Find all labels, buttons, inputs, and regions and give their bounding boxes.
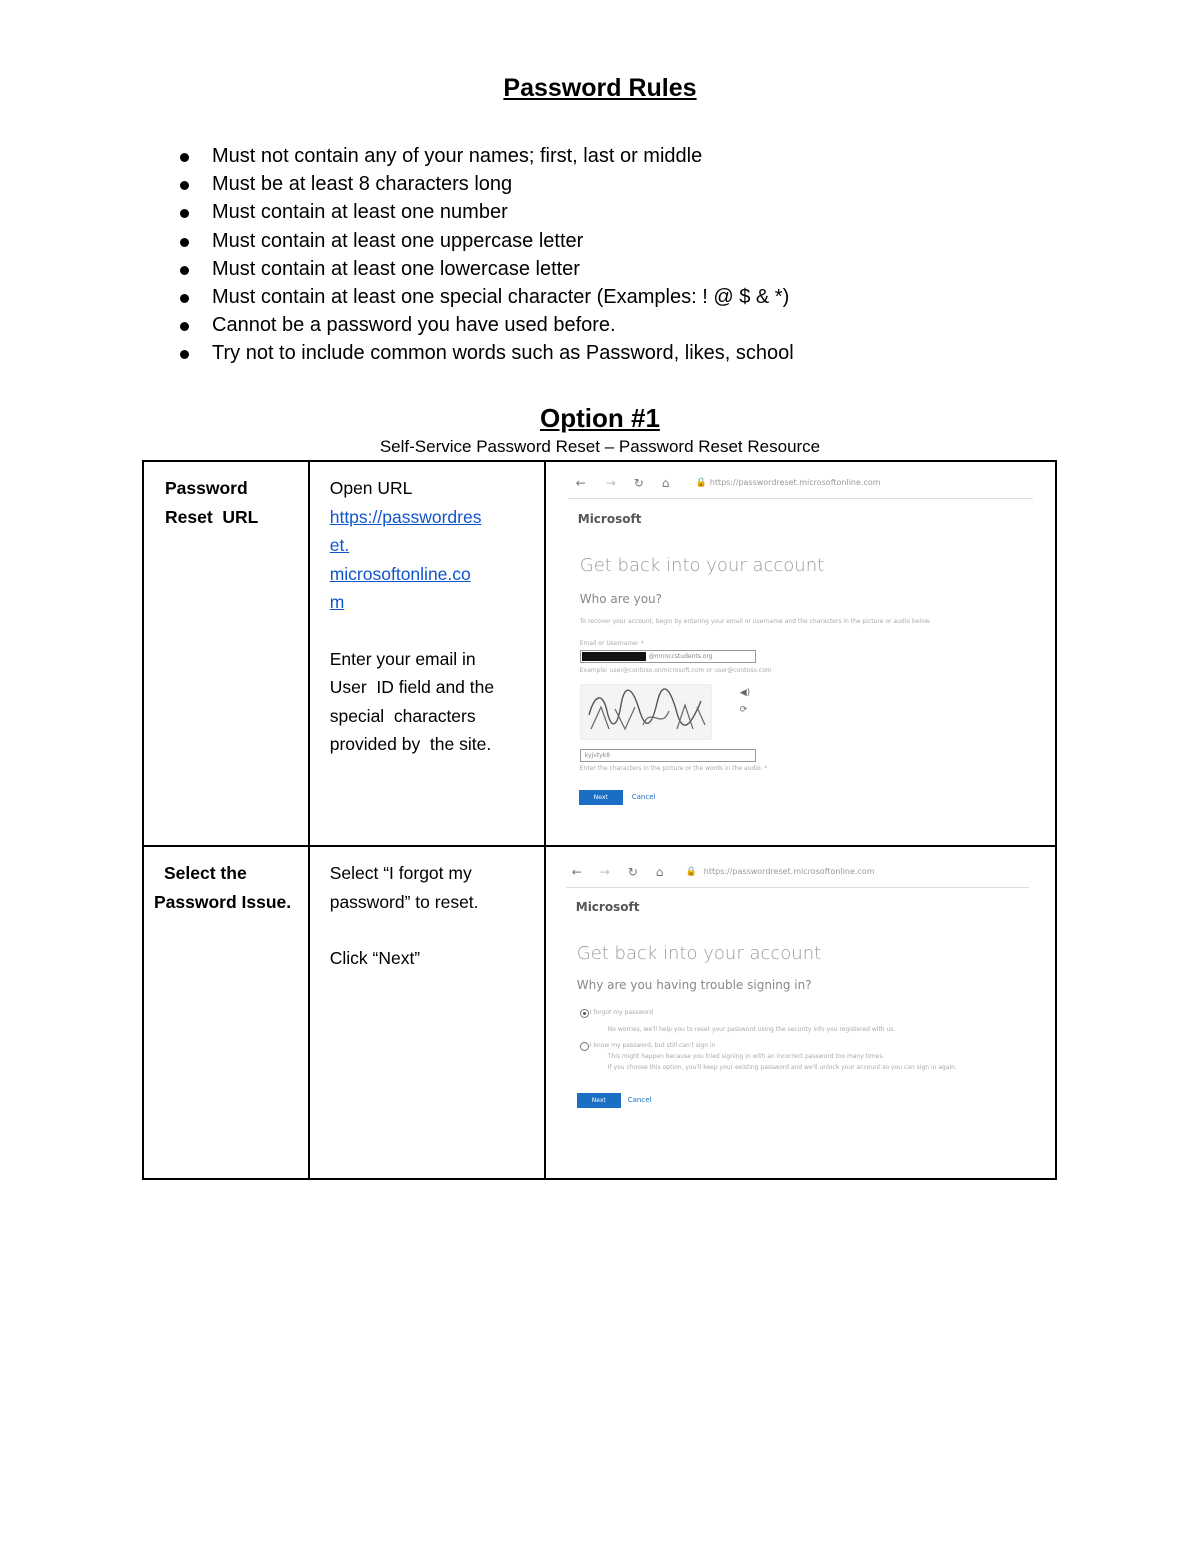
bullet-icon <box>180 322 189 331</box>
page-title: Password Rules <box>503 74 697 102</box>
captcha-image <box>580 684 712 740</box>
step-label: Password Issue. <box>154 891 292 912</box>
rule-item: Try not to include common words such as Password, likes, school <box>178 339 794 367</box>
radio-forgot-password <box>580 1009 589 1018</box>
bullet-icon <box>180 181 189 190</box>
refresh-icon: ↻ <box>627 865 638 879</box>
step-instructions-cell <box>309 461 545 846</box>
option-know-desc: This might happen because you tried signing in with an incorrect password too many times. <box>607 1053 885 1060</box>
bullet-icon <box>180 266 189 275</box>
captcha-scribble-icon <box>581 685 711 739</box>
shot-description: To recover your account, begin by entering your email or username and the characters in the picture or audio below. <box>579 618 932 625</box>
instruction-line: special characters <box>329 705 476 726</box>
screenshot-cell <box>545 846 1056 1179</box>
password-rules-list <box>178 142 794 368</box>
step-label-cell <box>143 461 309 846</box>
microsoft-logo-text: Microsoft <box>575 900 640 914</box>
back-arrow-icon: ← <box>575 476 586 490</box>
shot-heading: Get back into your account <box>579 555 825 576</box>
shot-cancel-link: Cancel <box>627 1096 652 1104</box>
bullet-icon <box>180 209 189 218</box>
rule-item: Must contain at least one lowercase letter <box>178 255 794 283</box>
email-example: Example: user@contoso.onmicrosoft.com or user@contoso.com <box>579 667 772 674</box>
screenshot-recover-account <box>546 462 1055 845</box>
address-bar: https://passwordreset.microsoftonline.com <box>709 478 881 487</box>
captcha-help: Enter the characters in the picture or the words in the audio. * <box>579 765 768 772</box>
table-row <box>143 846 1056 1179</box>
instruction-line: provided by the site. <box>329 734 492 754</box>
rule-item: Must not contain any of your names; first, last or middle <box>178 142 794 170</box>
instruction-line: User ID field and the <box>329 677 495 697</box>
shot-next-button: Next <box>579 790 623 805</box>
option-title: Option #1 <box>540 403 660 433</box>
radio-know-password <box>580 1042 589 1051</box>
option-forgot-password: I forgot my password <box>589 1009 654 1016</box>
back-arrow-icon: ← <box>571 865 582 879</box>
forward-arrow-icon: → <box>599 865 610 879</box>
shot-next-button: Next <box>577 1093 621 1108</box>
rule-item: Must be at least 8 characters long <box>178 170 794 198</box>
browser-toolbar <box>566 861 1029 888</box>
audio-icon: ◀) <box>739 688 751 698</box>
open-url-text: Open URL <box>329 478 413 498</box>
option-forgot-desc: No worries, we'll help you to reset your password using the security info you registered with us. <box>607 1026 896 1033</box>
step-instructions-cell <box>309 846 545 1179</box>
table-row <box>143 461 1056 846</box>
lock-icon: 🔒 <box>685 867 697 877</box>
shot-subheading: Who are you? <box>579 592 663 606</box>
instruction-line: Enter your email in <box>329 648 476 669</box>
step-label: Password <box>165 478 248 498</box>
step-label-cell <box>143 846 309 1179</box>
browser-toolbar <box>568 472 1033 499</box>
email-field: @mnnccstudents.org <box>580 650 756 663</box>
microsoft-logo-text: Microsoft <box>577 512 642 526</box>
rule-item: Must contain at least one number <box>178 198 794 226</box>
steps-table <box>142 460 1057 1180</box>
home-icon: ⌂ <box>655 865 664 879</box>
rule-item: Must contain at least one special character (Examples: ! @ $ & *) <box>178 283 794 311</box>
screenshot-cell <box>545 461 1056 846</box>
instruction-line: Click “Next” <box>329 948 421 968</box>
bullet-icon <box>180 238 189 247</box>
option-know-desc: If you choose this option, you'll keep your existing password and we'll unlock your account so you can sign in again. <box>607 1064 957 1071</box>
reset-url-link[interactable]: https://passwordres et. microsoftonline.co m <box>329 506 482 612</box>
rule-item: Must contain at least one uppercase letter <box>178 227 794 255</box>
lock-icon: 🔒 <box>695 478 707 488</box>
option-know-password: I know my password, but still can't sign in <box>589 1042 716 1049</box>
refresh-captcha-icon: ⟳ <box>739 705 748 715</box>
captcha-field: kyjvtyk8 <box>580 749 756 762</box>
rule-item: Cannot be a password you have used before. <box>178 311 794 339</box>
forward-arrow-icon: → <box>605 476 616 490</box>
instruction-line: Select “I forgot my <box>329 863 472 883</box>
shot-subheading: Why are you having trouble signing in? <box>576 978 812 992</box>
shot-heading: Get back into your account <box>576 943 822 964</box>
home-icon: ⌂ <box>661 476 670 490</box>
redacted-block <box>582 652 646 661</box>
option-subtitle: Self-Service Password Reset – Password Reset Resource <box>379 437 821 456</box>
bullet-icon <box>180 153 189 162</box>
email-label: Email or Username: * <box>579 640 644 647</box>
address-bar: https://passwordreset.microsoftonline.com <box>703 867 875 876</box>
screenshot-trouble-signing-in <box>546 847 1055 1178</box>
bullet-icon <box>180 350 189 359</box>
bullet-icon <box>180 294 189 303</box>
shot-cancel-link: Cancel <box>631 793 656 801</box>
instruction-line: password” to reset. <box>329 891 479 912</box>
step-label: Reset URL <box>165 506 259 527</box>
refresh-icon: ↻ <box>633 476 644 490</box>
step-label: Select the <box>164 863 247 883</box>
